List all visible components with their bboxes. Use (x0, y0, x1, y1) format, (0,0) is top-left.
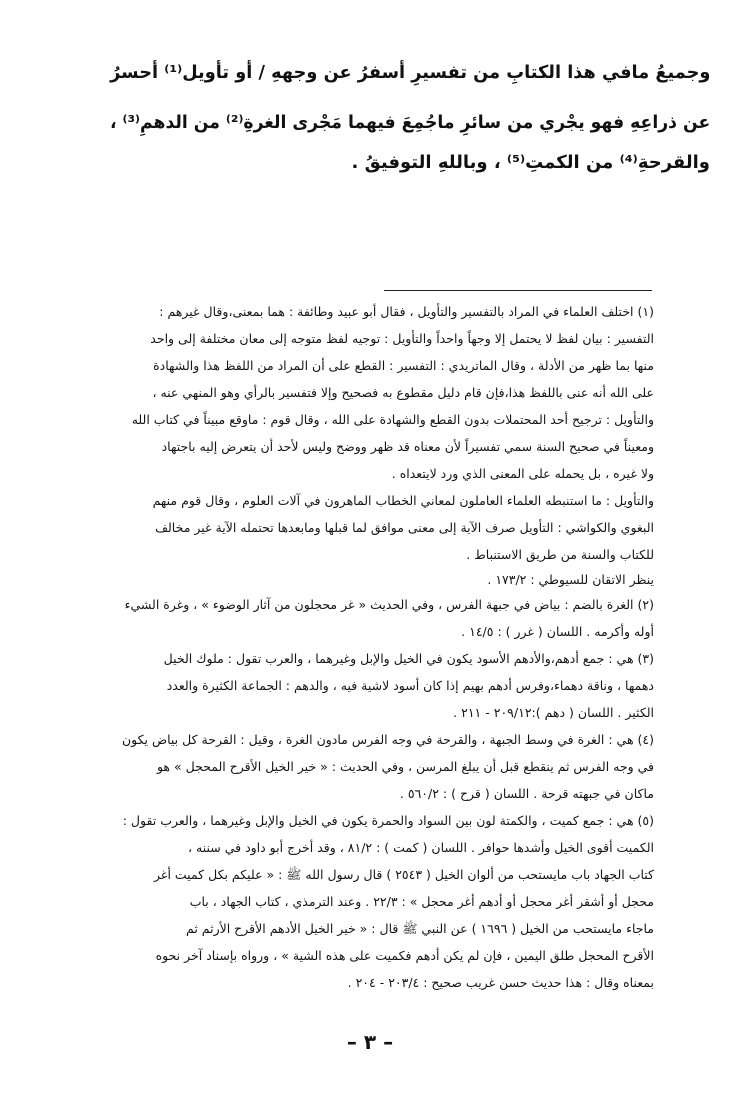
footnote-line: بمعناه وقال : هذا حديث حسن غريب صحيح : ٢٠٣/٤ - ٢٠٤ . (347, 975, 654, 990)
footnote-line: (٢) الغرة بالضم : بياض في جبهة الفرس ، وفي الحديث « غر محجلون من آثار الوضوء » ، وغرة الشيء (124, 597, 654, 612)
footnote-line: الكثير . اللسان ( دهم ):٢٠٩/١٢ - ٢١١ . (453, 705, 654, 720)
footnote-line: البغوي والكواشي : التأويل صرف الآية إلى معنى موافق لما قبلها ومابعدها تحتمله الآية غير مخالف (155, 520, 654, 535)
footnote-line: في وجه الفرس ثم ينقطع قبل أن يبلغ المرسن ، وفي الحديث : « خير الخيل الأقرح المحجل » هو (156, 759, 654, 774)
footnote-line: ماكان في جبهته قرحة . اللسان ( قرح ) : ٥٦٠/٢ . (399, 786, 654, 801)
footnote-line: منها بما ظهر من الأدلة ، وقال الماتريدي : التفسير : القطع على أن المراد من اللفظ هذا والشهادة (153, 358, 654, 373)
footnote-separator (384, 290, 652, 291)
footnote-line: (٥) هي : جمع كميت ، والكمتة لون بين السواد والحمرة يكون في الخيل والإبل وغيرهما ، والعرب تقول : (122, 813, 654, 828)
footnote-line: ينظر الاتقان للسيوطي : ١٧٣/٢ . (487, 572, 654, 587)
footnote-line: للكتاب والسنة من طريق الاستنباط . (466, 547, 654, 562)
footnote-line: الأقرح المحجل طلق اليمين ، فإن لم يكن أدهم فكميت على هذه الشية » ، ورواه بإسناد آخر نحوه (155, 948, 654, 963)
footnote-line: (٤) هي : الغرة في وسط الجبهة ، والقرحة في وجه الفرس مادون الغرة ، وقيل : القرحة كل بياض يكون (122, 732, 654, 747)
footnote-line: التفسير : بيان لفظ لا يحتمل إلا وجهاً واحداً والتأويل : توجيه لفظ متوجه إلى معان مختلفة إلى واحد (150, 331, 654, 346)
footnote-line: (١) اختلف العلماء في المراد بالتفسير والتأويل ، فقال أبو عبيد وطائفة : هما بمعنى،وقال غيرهم : (159, 304, 654, 319)
main-text-line: والقرحةِ⁽⁴⁾ من الكمتِ⁽⁵⁾ ، وباللهِ التوفيقُ . (351, 152, 710, 173)
footnote-line: كتاب الجهاد باب مايستحب من ألوان الخيل ( ٢٥٤٣ ) قال رسول الله ﷺ : « عليكم بكل كميت أغر (154, 867, 654, 882)
footnote-line: ولا غيره ، بل يحمله على المعنى الذي ورد لايتعداه . (391, 466, 654, 481)
footnote-line: ومعيناً في صحيح السنة سمي تفسيراً لأن معناه قد ظهر ووضح وليس لأحد أن يتعرض إليه باجتهاد (161, 439, 654, 454)
page-number: – ٣ – (346, 1030, 394, 1054)
main-text-line: عن ذراعِهِ فهو يجْري من سائرِ ماجُمِعَ فيهما مَجْرى الغرةِ⁽²⁾ من الدهمِ⁽³⁾ ، (109, 112, 711, 133)
footnote-line: الكميت أقوى الخيل وأشدها حوافر . اللسان ( كمت ) : ٨١/٢ ، وقد أخرج أبو داود في سننه ، (188, 840, 654, 855)
footnote-line: (٣) هي : جمع أدهم،والأدهم الأسود يكون في الخيل والإبل وغيرهما ، والعرب تقول : ملوك الخيل (163, 651, 654, 666)
footnote-line: على الله أنه عنى باللفظ هذا،فإن قام دليل مقطوع به فصحيح وإلا فتفسير بالرأي وهو المنهي عنه ، (152, 385, 654, 400)
footnote-line: محجل أو أشقر أغر محجل أو أدهم أغر محجل » : ٢٢/٣ . وعند الترمذي ، كتاب الجهاد ، باب (189, 894, 654, 909)
footnote-line: والتأويل : ما استنبطه العلماء العاملون لمعاني الخطاب الماهرون في آلات العلوم ، وقال قوم منهم (152, 493, 654, 508)
footnote-line: دهمها ، وناقة دهماء،وفرس أدهم بهيم إذا كان أسود لاشية فيه ، والدهم : الجماعة الكثيرة والعدد (166, 678, 654, 693)
footnote-line: أوله وأكرمه . اللسان ( غرر ) : ١٤/٥ . (461, 624, 654, 639)
main-text-line: وجميعُ مافي هذا الكتابِ من تفسيرِ أسفرُ عن وجههِ / أو تأويل⁽¹⁾ أحسرُ (109, 62, 711, 83)
footnote-line: ماجاء مايستحب من الخيل ( ١٦٩٦ ) عن النبي ﷺ قال : « خير الخيل الأدهم الأقرح الأرثم ثم (186, 921, 654, 936)
footnote-line: والتأويل : ترجيح أحد المحتملات بدون القطع والشهادة على الله ، وقال قوم : ماوقع مبيناً في كتاب الله (131, 412, 654, 427)
